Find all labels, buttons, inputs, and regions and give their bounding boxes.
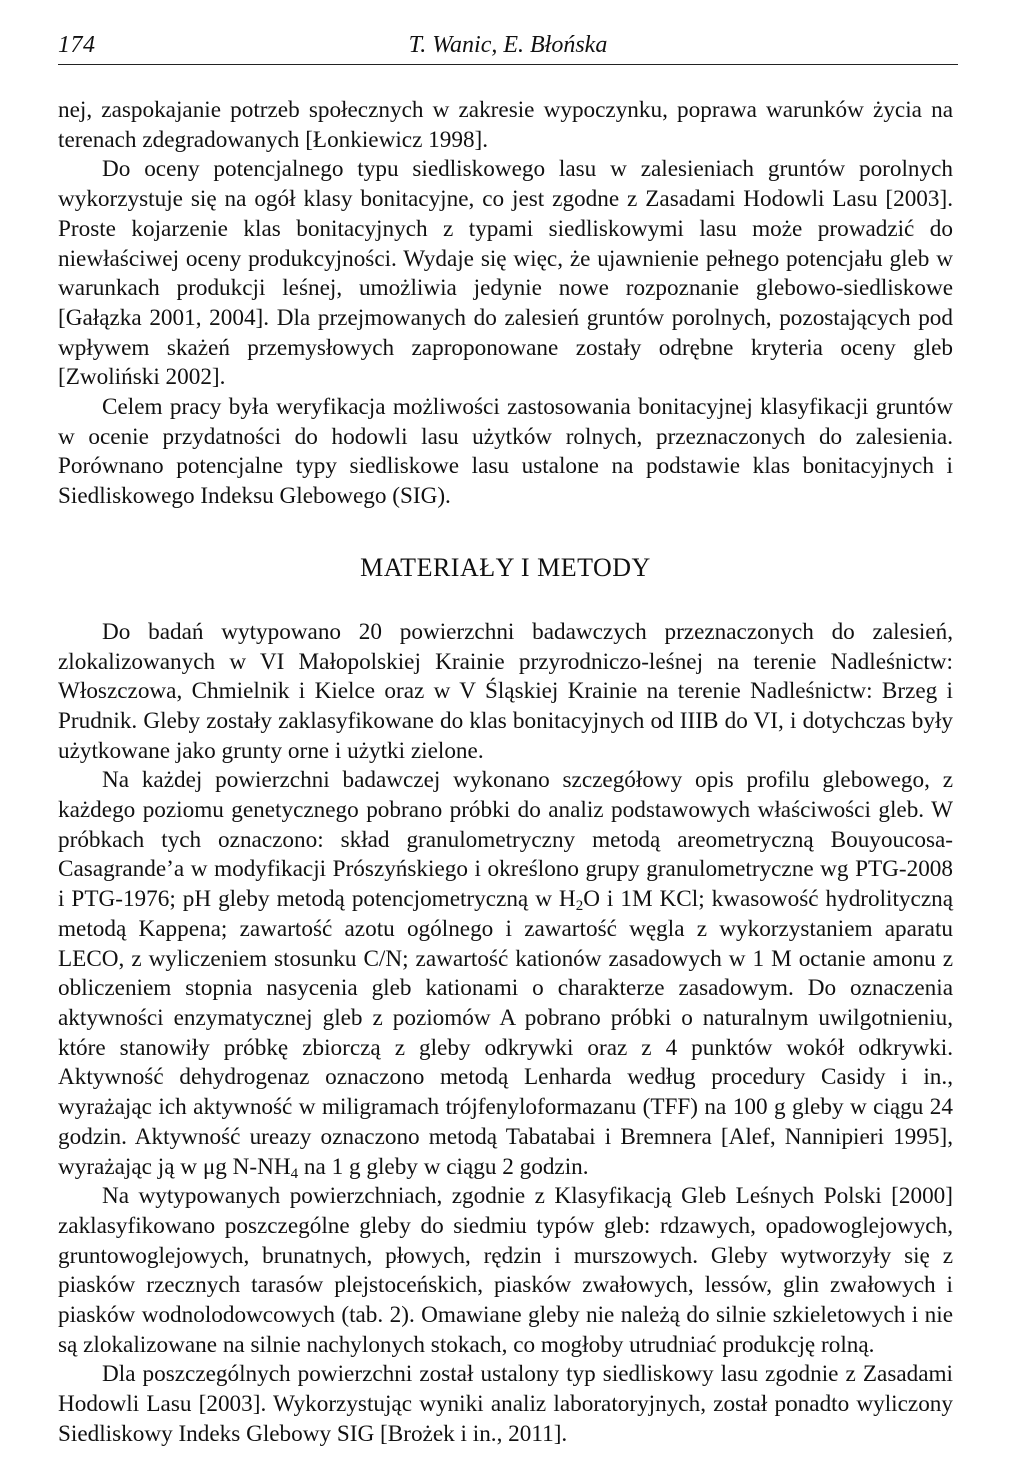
paragraph: Do badań wytypowano 20 powierzchni badawczych przeznaczonych do zalesień, zlokalizowanych w VI Małopolskiej Krainie przyrodniczo-leśnej na terenie Nadleśnictw: Włoszczowa, Chmielnik i Kielce oraz w V Śląskiej Krainie na terenie Nadleśnictw: Brzeg i Prudnik. Gleby zostały zaklasyfikowane do klas bonitacyjnych od IIIB do VI, i dotychczas były użytkowane jako grunty orne i użytki zielone. — [58, 618, 953, 764]
paragraph-continued: nej, zaspokajanie potrzeb społecznych w zakresie wypoczynku, poprawa warunków życia na terenach zdegradowanych [Łonkiewicz 1998]. — [58, 97, 953, 153]
text-run: na 1 g gleby w ciągu 2 godzin. — [298, 1153, 589, 1180]
subscript: 2 — [575, 898, 584, 915]
article-body — [58, 96, 953, 1450]
page-number: 174 — [58, 32, 96, 58]
section-heading: MATERIAŁY I METODY — [360, 552, 651, 582]
subscript: 4 — [290, 1165, 299, 1182]
paragraph: Na wytypowanych powierzchniach, zgodnie z Klasyfikacją Gleb Leśnych Polski [2000] zaklasyfikowano poszczególne gleby do siedmiu typów gleb: rdzawych, opadowoglejowych, gruntowoglejowych, brunatnych, płowych, rędzin i murszowych. Gleby wytworzyły się z piasków rzecznych tarasów plejstoceńskich, piasków zwałowych, lessów, glin zwałowych i piasków wodnolodowcowych (tab. 2). Omawiane gleby nie należą do silnie szkieletowych i nie są zlokalizowane na silnie nachylonych stokach, co mogłoby utrudniać produkcję rolną. — [58, 1183, 953, 1358]
paragraph: Do oceny potencjalnego typu siedliskowego lasu w zalesieniach gruntów porolnych wykorzystuje się na ogół klasy bonitacyjne, co jest zgodne z Zasadami Hodowli Lasu [2003]. Proste kojarzenie klas bonitacyjnych z typami siedliskowymi lasu może prowadzić do niewłaściwej oceny produkcyjności. Wydaje się więc, że ujawnienie pełnego potencjału gleb w warunkach produkcji leśnej, umożliwia jedynie nowe rozpoznanie glebowo-siedliskowe [Gałązka 2001, 2004]. Dla przejmowanych do zalesień gruntów porolnych, pozostających pod wpływem skażeń przemysłowych zaproponowane zostały odrębne kryteria oceny gleb [Zwoliński 2002]. — [58, 156, 953, 391]
paragraph-methods — [58, 766, 953, 1182]
paragraph-aim: Celem pracy była weryfikacja możliwości zastosowania bonitacyjnej klasyfikacji gruntów w ocenie przydatności do hodowli lasu użytków rolnych, przeznaczonych do zalesienia. Porównano potencjalne typy siedliskowe lasu ustalone na podstawie klas bonitacyjnych i Siedliskowego Indeksu Glebowego (SIG). — [58, 394, 953, 510]
text-run: Na każdej powierzchni badawczej wykonano szczegółowy opis profilu glebowego, z każdego poziomu genetycznego pobrano próbki do analiz podstawowych właściwości gleb. W próbkach tych oznaczono: skład granulometryczny metodą areometryczną Bouyoucosa-Casagrande’a w modyfikacji Prószyńskiego i określono grupy granulometryczne wg PTG-2008 i PTG-1976; pH gleby metodą potencjometryczną w H — [58, 767, 953, 913]
page-header — [58, 30, 958, 65]
text-run: O i 1M KCl; kwasowość hydrolityczną metodą Kappena; zawartość azotu ogólnego i zawartość węgla z wykorzystaniem aparatu LECO, z wyliczeniem stosunku C/N; zawartość kationów zasadowych w 1 M octanie amonu z obliczeniem stopnia nasycenia gleb kationami o charakterze zasadowym. Do oznaczenia aktywności enzymatycznej gleb z poziomów A pobrano próbki o naturalnym uwilgotnieniu, które stanowiły próbkę zbiorczą z gleby odkrywki oraz z 4 punktów wokół odkrywki. Aktywność dehydrogenaz oznaczono metodą Lenharda według procedury Casidy i in., wyrażając ich aktywność w miligramach trójfenyloformazanu (TFF) na 100 g gleby w ciągu 24 godzin. Aktywność ureazy oznaczono metodą Tabatabai i Bremnera [Alef, Nannipieri 1995], wyrażając ją w μg N-NH — [58, 886, 953, 1180]
paragraph: Dla poszczególnych powierzchni został ustalony typ siedliskowy lasu zgodnie z Zasadami Hodowli Lasu [2003]. Wykorzystując wyniki analiz laboratoryjnych, został ponadto wyliczony Siedliskowy Indeks Glebowy SIG [Brożek i in., 2011]. — [58, 1361, 953, 1447]
running-head-authors: T. Wanic, E. Błońska — [408, 32, 608, 58]
